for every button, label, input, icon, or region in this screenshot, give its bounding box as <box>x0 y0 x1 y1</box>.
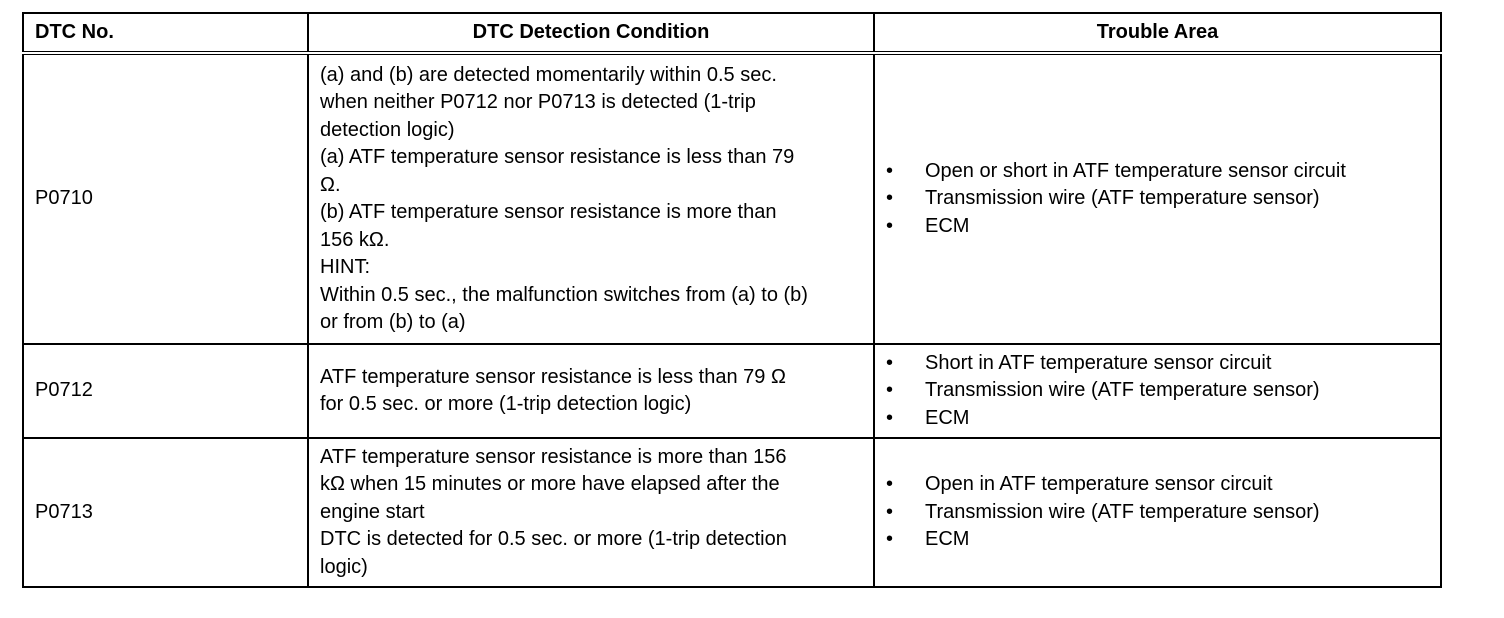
trouble-area-cell <box>874 344 1441 438</box>
trouble-area-item <box>886 185 1429 213</box>
table-body <box>23 53 1441 587</box>
trouble-area-list <box>886 471 1429 554</box>
header-trouble-area: Trouble Area <box>874 13 1441 53</box>
bullet-icon: • <box>886 351 894 374</box>
trouble-area-list <box>886 158 1429 241</box>
bullet-icon: • <box>886 500 894 523</box>
trouble-area-item <box>886 471 1429 499</box>
header-detection-condition: DTC Detection Condition <box>308 13 874 53</box>
trouble-area-text: Transmission wire (ATF temperature sensor) <box>925 187 1320 210</box>
condition-line: (a) ATF temperature sensor resistance is less than 79 <box>320 146 795 168</box>
trouble-area-item <box>886 158 1429 186</box>
trouble-area-cell <box>874 438 1441 587</box>
condition-line: DTC is detected for 0.5 sec. or more (1-trip detection <box>320 528 787 551</box>
table-row <box>23 53 1441 344</box>
condition-line: ATF temperature sensor resistance is less than 79 Ω <box>320 365 786 388</box>
header-row <box>23 13 1441 53</box>
trouble-area-item <box>886 499 1429 527</box>
condition-line: (a) and (b) are detected momentarily within 0.5 sec. <box>320 63 777 86</box>
dtc-code-cell: P0712 <box>23 344 308 438</box>
condition-line: 156 kΩ. <box>320 228 390 251</box>
bullet-icon: • <box>886 159 894 182</box>
bullet-icon: • <box>886 187 894 210</box>
trouble-area-text: Transmission wire (ATF temperature sensor) <box>925 500 1320 523</box>
dtc-code-cell: P0710 <box>23 53 308 344</box>
trouble-area-text: ECM <box>925 528 970 551</box>
bullet-icon: • <box>886 528 894 551</box>
detection-condition-cell <box>308 438 874 587</box>
table-header <box>23 13 1441 53</box>
trouble-area-item <box>886 526 1429 554</box>
trouble-area-text: Open or short in ATF temperature sensor circuit <box>925 159 1346 182</box>
bullet-icon: • <box>886 214 894 237</box>
trouble-area-text: ECM <box>925 406 970 429</box>
trouble-area-item <box>886 213 1429 241</box>
table-row <box>23 344 1441 438</box>
header-dtc-no: DTC No. <box>23 13 308 53</box>
detection-condition-cell <box>308 344 874 438</box>
dtc-code-cell: P0713 <box>23 438 308 587</box>
trouble-area-text: ECM <box>925 214 970 237</box>
detection-condition-cell <box>308 53 874 344</box>
condition-line: Ω. <box>320 173 341 196</box>
bullet-icon: • <box>886 473 894 496</box>
trouble-area-item <box>886 377 1429 405</box>
condition-line: engine start <box>320 500 425 523</box>
condition-line: when neither P0712 nor P0713 is detected (1-trip <box>320 91 756 113</box>
trouble-area-text: Transmission wire (ATF temperature sensor) <box>925 379 1320 402</box>
trouble-area-cell <box>874 53 1441 344</box>
table-row <box>23 438 1441 587</box>
condition-line: logic) <box>320 555 368 578</box>
bullet-icon: • <box>886 379 894 402</box>
dtc-table <box>22 12 1442 588</box>
condition-line: HINT: <box>320 256 370 278</box>
trouble-area-text: Short in ATF temperature sensor circuit <box>925 351 1272 374</box>
condition-line: for 0.5 sec. or more (1-trip detection logic) <box>320 393 692 415</box>
trouble-area-item <box>886 405 1429 433</box>
trouble-area-list <box>886 350 1429 433</box>
trouble-area-item <box>886 350 1429 378</box>
trouble-area-text: Open in ATF temperature sensor circuit <box>925 473 1273 496</box>
condition-line: ATF temperature sensor resistance is more than 156 <box>320 445 787 468</box>
condition-line: or from (b) to (a) <box>320 311 466 333</box>
condition-line: Within 0.5 sec., the malfunction switches from (a) to (b) <box>320 283 808 306</box>
bullet-icon: • <box>886 406 894 429</box>
condition-line: (b) ATF temperature sensor resistance is more than <box>320 201 777 223</box>
condition-line: detection logic) <box>320 118 455 141</box>
condition-line: kΩ when 15 minutes or more have elapsed after the <box>320 473 780 496</box>
